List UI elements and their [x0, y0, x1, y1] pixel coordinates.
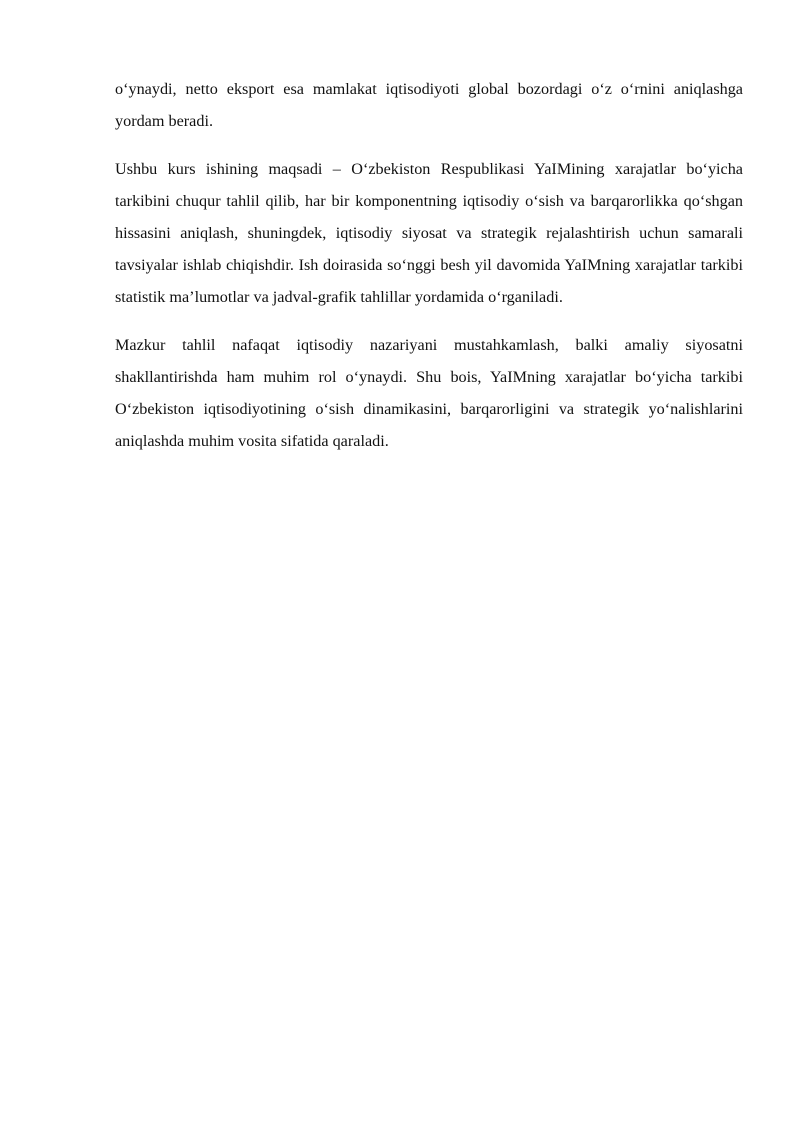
- paragraph-netto-eksport: o‘ynaydi, netto eksport esa mamlakat iqtisodiyoti global bozordagi o‘z o‘rnini aniqlashga yordam beradi.: [115, 80, 743, 130]
- paragraph-tahlil-ahamiyati: Mazkur tahlil nafaqat iqtisodiy nazariyani mustahkamlash, balki amaliy siyosatni shakllantirishda ham muhim rol o‘ynaydi. Shu bois, YaIMning xarajatlar bo‘yicha tarkibi O‘zbekiston iqtisodiyotining o‘sish dinamikasini, barqarorligini va strategik yo‘nalishlarini aniqlashda muhim vosita sifatida qaraladi.: [115, 336, 743, 450]
- body-text: [115, 73, 743, 473]
- paragraph-kurs-ishi-maqsadi: Ushbu kurs ishining maqsadi – O‘zbekiston Respublikasi YaIMining xarajatlar bo‘yicha tarkibini chuqur tahlil qilib, har bir komponentning iqtisodiy o‘sish va barqarorlikka qo‘shgan hissasini aniqlash, shuningdek, iqtisodiy siyosat va strategik rejalashtirish uchun samarali tavsiyalar ishlab chiqishdir. Ish doirasida so‘nggi besh yil davomida YaIMning xarajatlar tarkibi statistik ma’lumotlar va jadval-grafik tahlillar yordamida o‘rganiladi.: [115, 160, 743, 306]
